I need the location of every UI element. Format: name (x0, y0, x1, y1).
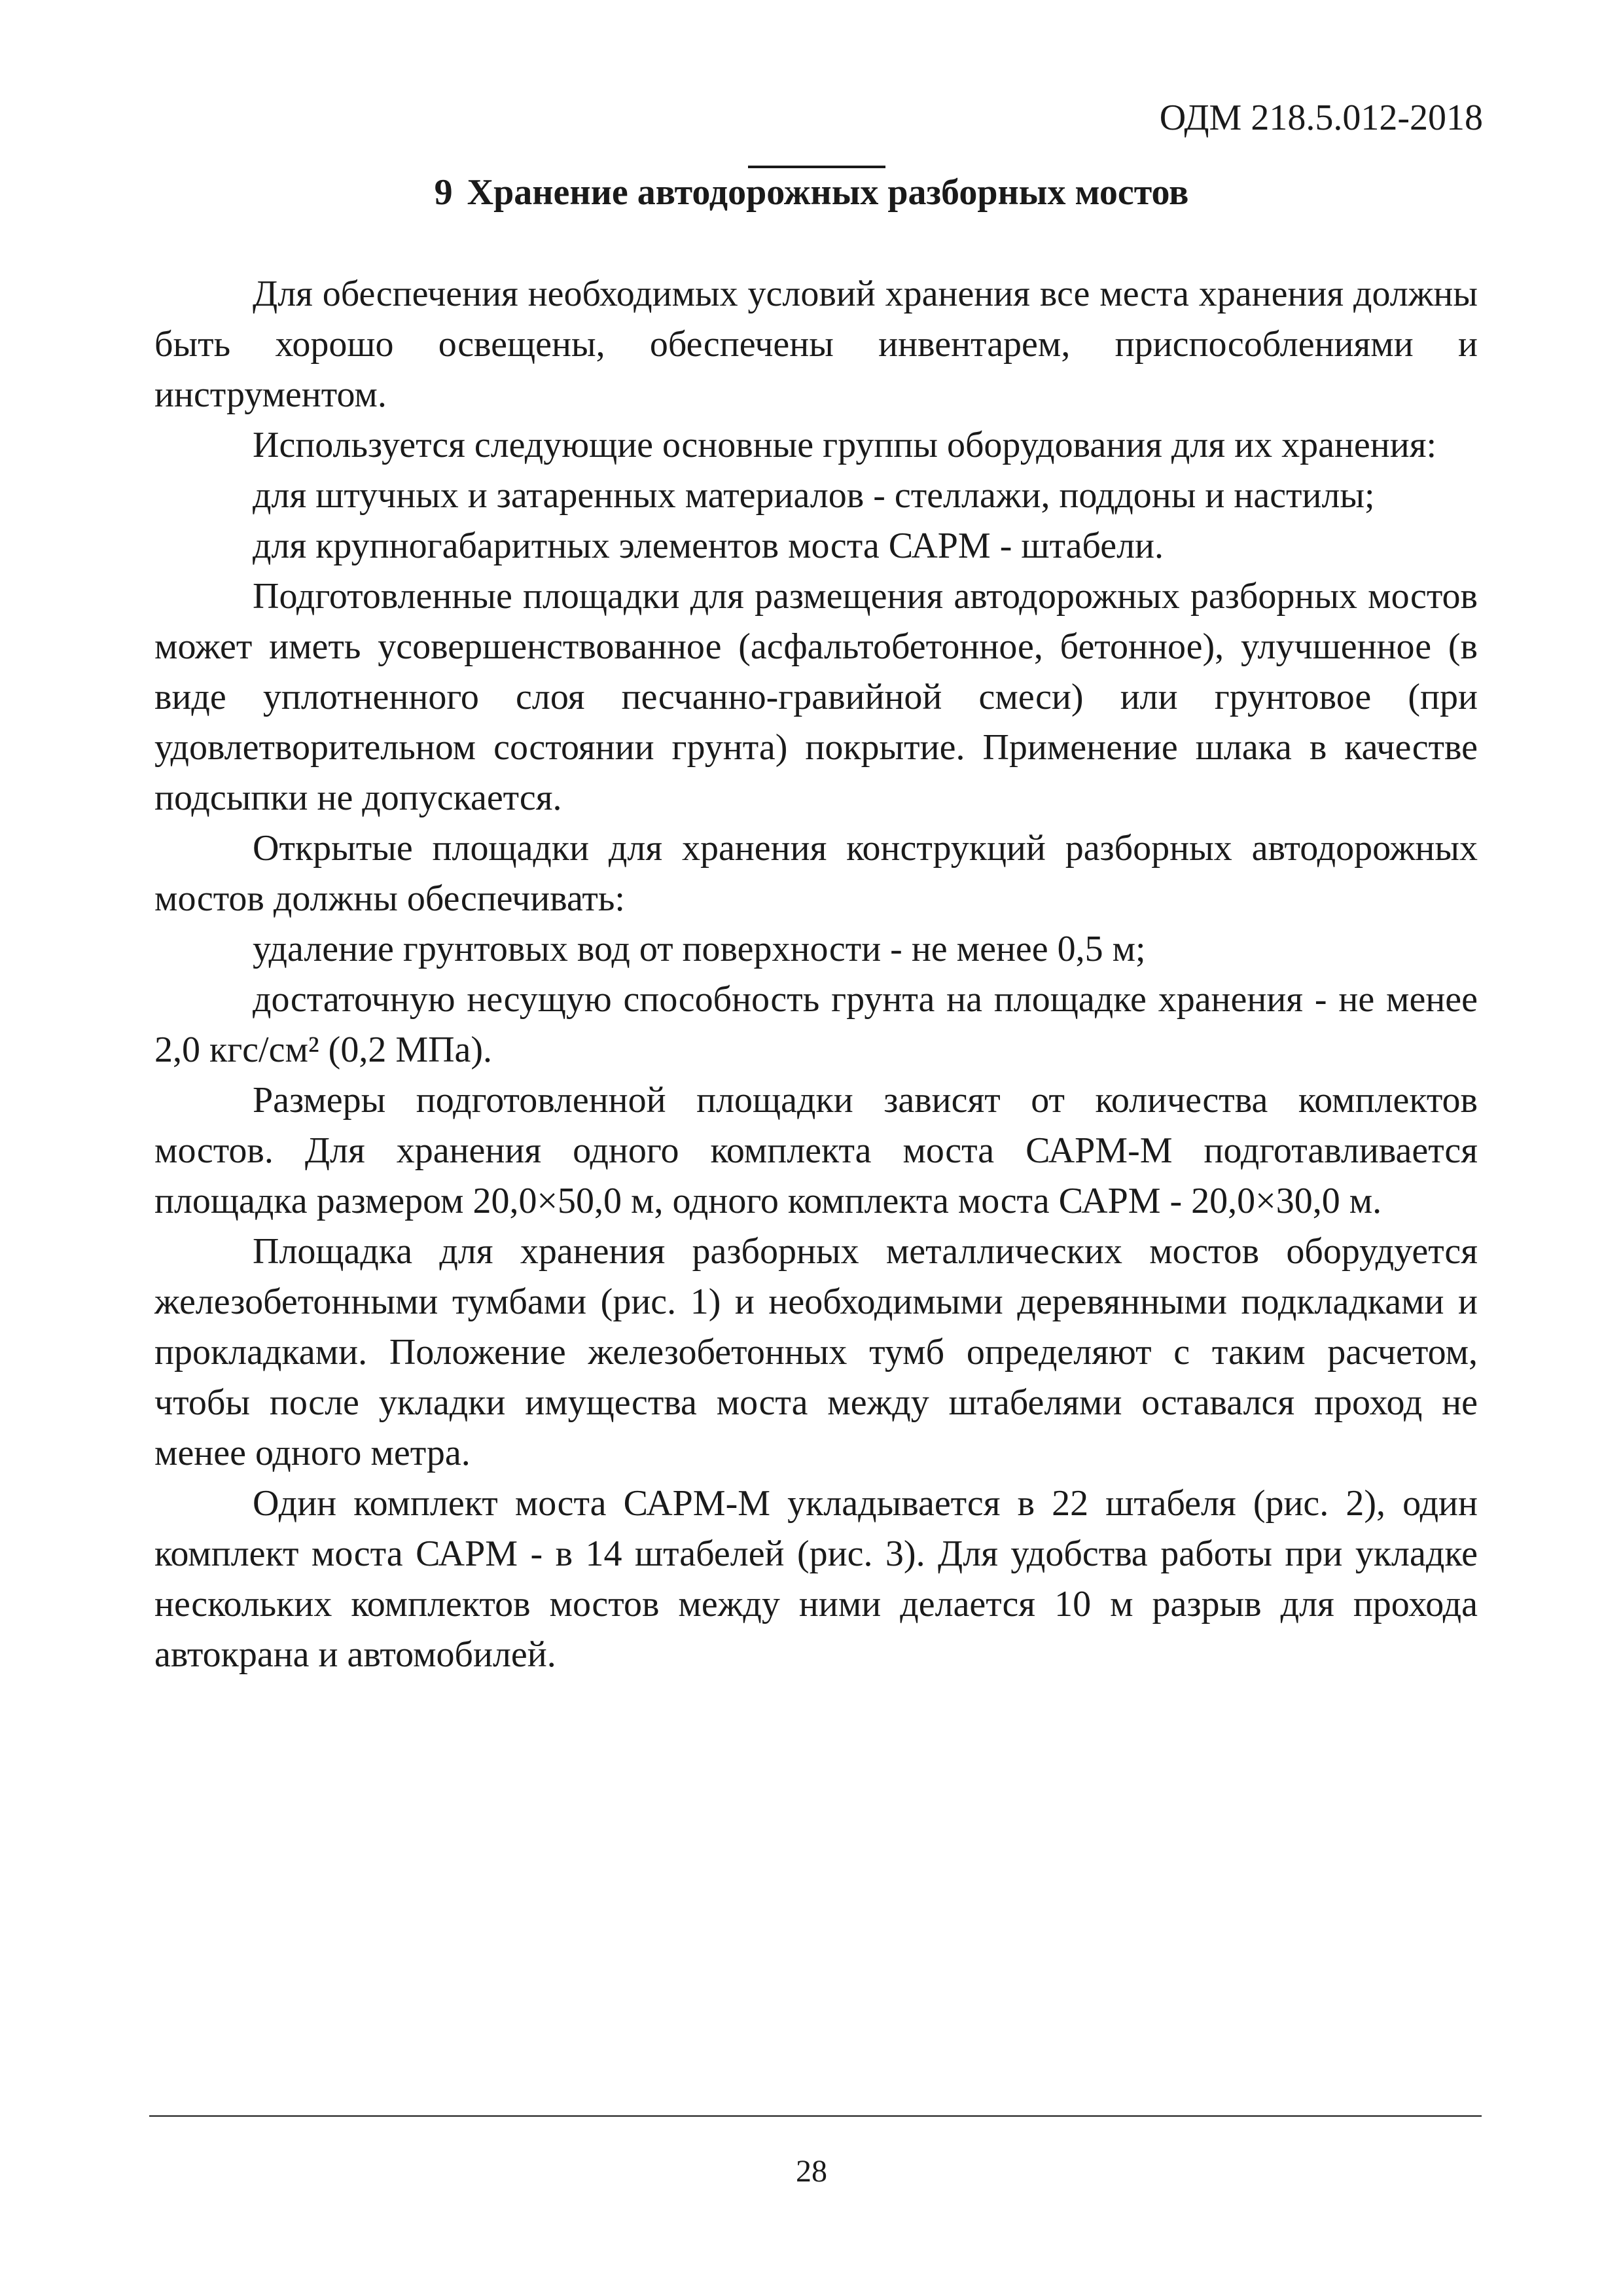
section-number: 9 (434, 172, 453, 213)
list-item: достаточную несущую способность грунта на площадке хранения - не менее 2,0 кгс/см² (0,2 МПа). (154, 979, 1478, 1070)
section-title-text: Хранение автодорожных разборных мостов (467, 172, 1189, 213)
section-title (0, 171, 1623, 213)
paragraph: Площадка для хранения разборных металлических мостов оборудуется железобетонными тумбами (рис. 1) и необходимыми деревянными подкладками и прокладками. Положение железобетонных тумб определяют с таким расчетом, чтобы после укладки имущества моста между штабелями оставался проход не менее одного метра. (154, 1231, 1478, 1473)
paragraph: Подготовленные площадки для размещения автодорожных разборных мостов может иметь усовершенствованное (асфальтобетонное, бетонное), улучшенное (в виде уплотненного слоя песчанно-гравийной смеси) или грунтовое (при удовлетворительном состоянии грунта) покрытие. Применение шлака в качестве подсыпки не допускается. (154, 576, 1478, 818)
list-item: удаление грунтовых вод от поверхности - не менее 0,5 м; (253, 929, 1146, 969)
list-item: для штучных и затаренных материалов - стеллажи, поддоны и настилы; (253, 475, 1375, 516)
list-item: для крупногабаритных элементов моста САРМ - штабели. (253, 526, 1164, 566)
paragraph: Для обеспечения необходимых условий хранения все места хранения должны быть хорошо освещены, обеспечены инвентарем, приспособлениями и инструментом. (154, 274, 1478, 415)
footer-divider (149, 2115, 1482, 2117)
paragraph: Один комплект моста САРМ-М укладывается в 22 штабеля (рис. 2), один комплект моста САРМ - в 14 штабелей (рис. 3). Для удобства работы при укладке нескольких комплектов мостов между ними делается 10 м разрыв для прохода автокрана и автомобилей. (154, 1483, 1478, 1675)
document-code: ОДМ 218.5.012-2018 (1159, 98, 1483, 138)
body-text (154, 269, 1478, 1680)
paragraph: Открытые площадки для хранения конструкций разборных автодорожных мостов должны обеспечивать: (154, 828, 1478, 919)
title-overline (748, 166, 885, 168)
paragraph: Используется следующие основные группы оборудования для их хранения: (253, 425, 1437, 465)
page-number: 28 (796, 2154, 827, 2189)
paragraph: Размеры подготовленной площадки зависят от количества комплектов мостов. Для хранения одного комплекта моста САРМ-М подготавливается площадка размером 20,0×50,0 м, одного комплекта моста САРМ - 20,0×30,0 м. (154, 1080, 1478, 1221)
